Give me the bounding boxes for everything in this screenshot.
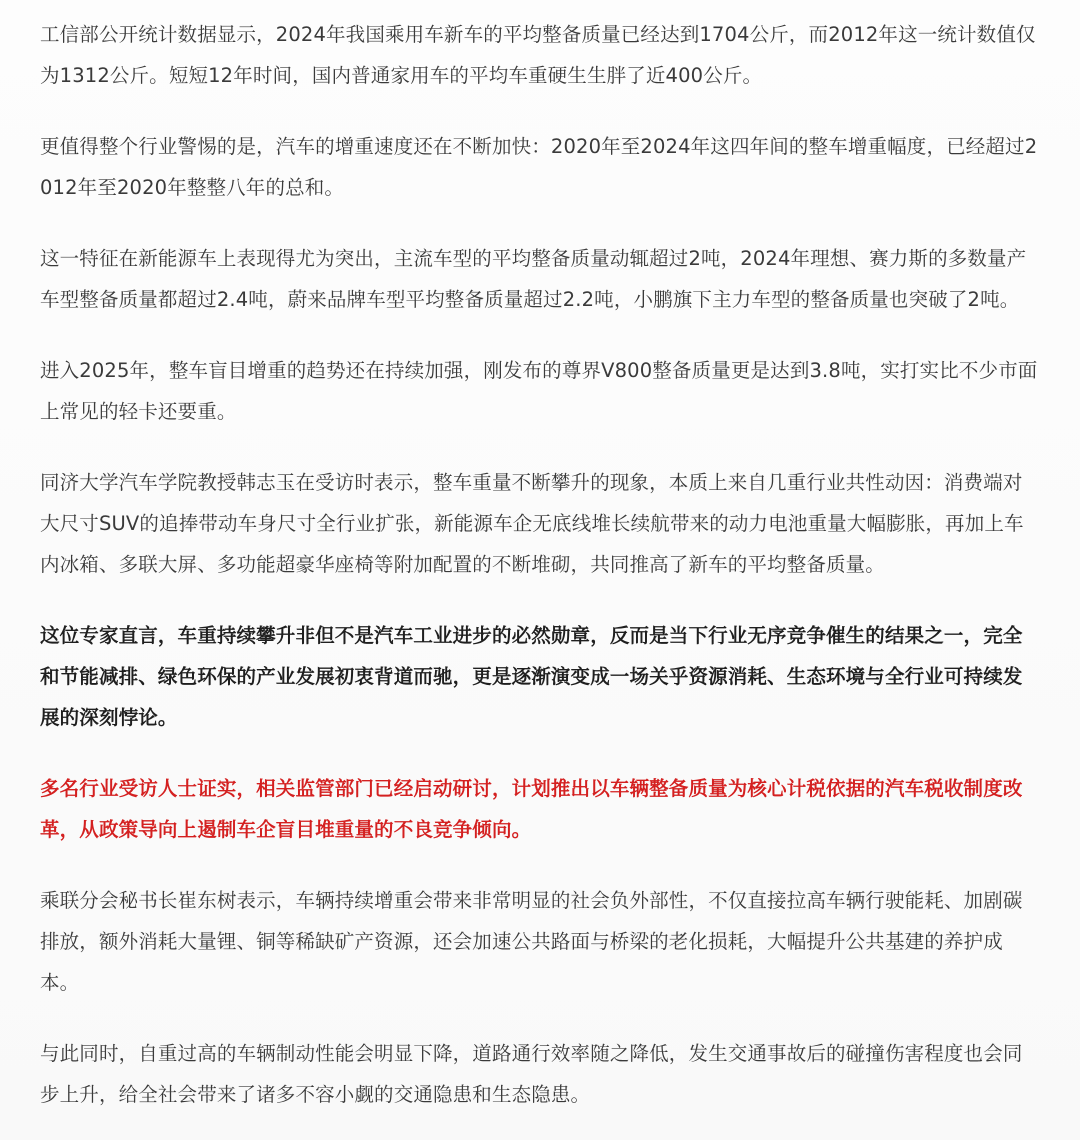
paragraph-weight-growth-acceleration: 更值得整个行业警惕的是，汽车的增重速度还在不断加快：2020年至2024年这四年间的整车增重幅度，已经超过2012年至2020年整整八年的总和。 (40, 135, 1038, 199)
paragraph-2025-trend: 进入2025年，整车盲目增重的趋势还在持续加强，刚发布的尊界V800整备质量更是达到3.8吨，实打实比不少市面上常见的轻卡还要重。 (40, 359, 1038, 423)
article-body (40, 14, 1040, 1115)
paragraph-new-energy-vehicles: 这一特征在新能源车上表现得尤为突出，主流车型的平均整备质量动辄超过2吨，2024年理想、赛力斯的多数量产车型整备质量都超过2.4吨，蔚来品牌车型平均整备质量超过2.2吨，小鹏旗下主力车型的整备质量也突破了2吨。 (40, 247, 1027, 311)
paragraph-expert-analysis: 同济大学汽车学院教授韩志玉在受访时表示，整车重量不断攀升的现象，本质上来自几重行业共性动因：消费端对大尺寸SUV的追捧带动车身尺寸全行业扩张，新能源车企无底线堆长续航带来的动力电池重量大幅膨胀，再加上车内冰箱、多联大屏、多功能超豪华座椅等附加配置的不断堆砌，共同推高了新车的平均整备质量。 (40, 471, 1024, 576)
paragraph-expert-opinion: 这位专家直言，车重持续攀升非但不是汽车工业进步的必然勋章，反而是当下行业无序竞争催生的结果之一，完全和节能减排、绿色环保的产业发展初衷背道而驰，更是逐渐演变成一场关乎资源消耗、生态环境与全行业可持续发展的深刻悖论。 (40, 624, 1023, 729)
paragraph-safety-risk: 与此同时，自重过高的车辆制动性能会明显下降，道路通行效率随之降低，发生交通事故后的碰撞伤害程度也会同步上升，给全社会带来了诸多不容小觑的交通隐患和生态隐患。 (40, 1042, 1023, 1106)
paragraph-weight-statistics: 工信部公开统计数据显示，2024年我国乘用车新车的平均整备质量已经达到1704公斤，而2012年这一统计数值仅为1312公斤。短短12年时间，国内普通家用车的平均车重硬生生胖了近400公斤。 (40, 23, 1036, 87)
paragraph-social-cost: 乘联分会秘书长崔东树表示，车辆持续增重会带来非常明显的社会负外部性，不仅直接拉高车辆行驶能耗、加剧碳排放，额外消耗大量锂、铜等稀缺矿产资源，还会加速公共路面与桥梁的老化损耗，大幅提升公共基建的养护成本。 (40, 889, 1023, 994)
paragraph-tax-reform: 多名行业受访人士证实，相关监管部门已经启动研讨，计划推出以车辆整备质量为核心计税依据的汽车税收制度改革，从政策导向上遏制车企盲目堆重量的不良竞争倾向。 (40, 777, 1023, 841)
